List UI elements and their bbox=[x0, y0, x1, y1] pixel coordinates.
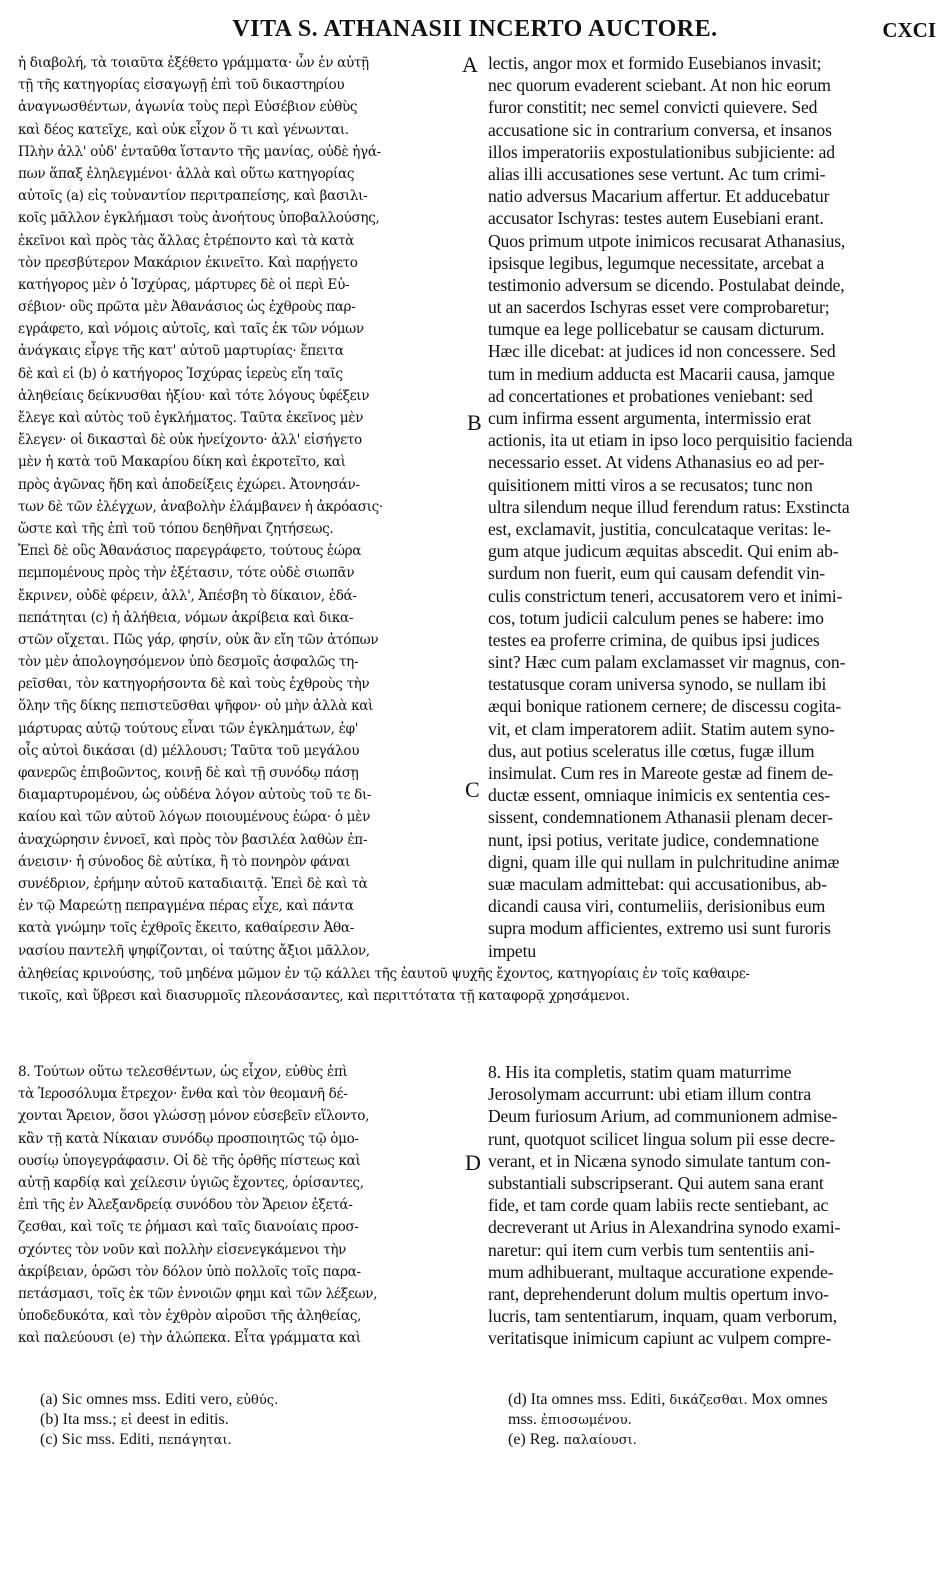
footnote-text: Reg. bbox=[529, 1431, 564, 1448]
greek-text-line: τὰ Ἱεροσόλυμα ἔτρεχον· ἔνθα καὶ τὸν θεομανῆ δέ- bbox=[18, 1086, 348, 1103]
latin-text-line: runt, quotquot scilicet lingua solum pii esse decre- bbox=[488, 1128, 835, 1149]
greek-text-line: πων ἅπαξ ἐληλεγμένοι· ἀλλὰ καὶ οὕτω κατηγορίας bbox=[18, 165, 355, 182]
latin-text-line: mum adhibuerant, multaque accuratione expende- bbox=[488, 1261, 834, 1282]
greek-text-line: πεπάτηται (c) ἡ ἀλήθεια, νόμων ἀκρίβεια καὶ δικα- bbox=[18, 609, 354, 626]
latin-column-top bbox=[488, 52, 936, 962]
latin-text-line: surdum non fuerit, eum qui causam defendit vin- bbox=[488, 563, 825, 584]
latin-text-line: Deum furiosum Arium, ad communionem admise- bbox=[488, 1106, 838, 1127]
footnote-greek: εἰ bbox=[120, 1413, 133, 1428]
footnote bbox=[508, 1410, 828, 1430]
margin-marker-a: A bbox=[462, 52, 478, 77]
latin-text-line: furor constitit; nec semel convicti quievere. Sed bbox=[488, 97, 818, 118]
footnote bbox=[508, 1390, 828, 1410]
greek-text-line: εγράφετο, καὶ νόμοις αὐτοῖς, καὶ ταῖς ἐκ τῶν νόμων bbox=[18, 321, 364, 338]
footnote-text: Ita omnes mss. Editi, bbox=[530, 1391, 670, 1408]
greek-text-line: καὶ παλεύουσι (e) τὴν ἀλώπεκα. Εἶτα γράμματα καὶ bbox=[18, 1330, 361, 1347]
footnote-greek: εὐθύς. bbox=[236, 1393, 279, 1408]
greek-text-line: πεμπομένους πρὸς τὴν ἐξέτασιν, τότε οὐδὲ σιωπᾶν bbox=[18, 565, 355, 582]
latin-text-line: quisitionem mitti viros a se recusatos; tunc non bbox=[488, 474, 813, 495]
latin-text-line: Jerosolymam accurrunt: ubi etiam illum contra bbox=[488, 1084, 812, 1105]
greek-text-line: ἡ διαβολή, τὰ τοιαῦτα ἐξέθετο γράμματα· ὧν ἐν αὐτῇ bbox=[18, 55, 369, 71]
footnote-greek: ἐπιοσωμένου. bbox=[540, 1413, 632, 1428]
page-title: VITA S. ATHANASII INCERTO AUCTORE. bbox=[232, 16, 718, 42]
greek-text-line: ἔλεγεν· οἱ δικασταὶ δὲ οὐκ ἠνείχοντο· ἀλλ' εἰσήγετο bbox=[18, 432, 362, 449]
greek-text-line: ζεσθαι, καὶ τοῖς τε ῥήμασι καὶ ταῖς διανοίαις προσ- bbox=[18, 1219, 359, 1236]
greek-text-line: δὲ καὶ εἰ (b) ὁ κατήγορος Ἰσχύρας ἱερεὺς εἴη ταῖς bbox=[18, 365, 343, 382]
latin-text-line: actionis, ita ut etiam in ipso loco perquisitio facienda bbox=[488, 430, 853, 451]
latin-text-line: vit, et clam imperatorem adiit. Statim autem syno- bbox=[488, 718, 835, 739]
latin-text-line: culis constrictum teneri, accusatorem vero et inimi- bbox=[488, 585, 843, 606]
latin-text-line: suæ maculam admittebat: qui accusationibus, ab- bbox=[488, 873, 827, 894]
greek-text-line: ουσίῳ ὑπογεγράφασιν. Οἱ δὲ τῆς ὀρθῆς πίστεως καὶ bbox=[18, 1152, 361, 1169]
latin-text-line: alias illi accusationes sese vertunt. Ac tum crimi- bbox=[488, 163, 826, 184]
latin-text-line: ut an sacerdos Ischyras esset vere comprobaretur; bbox=[488, 297, 830, 318]
greek-text-line: χονται Ἄρειον, ὅσοι γλώσσῃ μόνον εὐσεβεῖν εἵλοντο, bbox=[18, 1108, 370, 1125]
footnote bbox=[40, 1430, 278, 1450]
latin-text-line: fide, et tam corde quam labiis recte sentiebant, ac bbox=[488, 1195, 829, 1216]
margin-marker-c: C bbox=[465, 777, 480, 802]
latin-text-line: ipsisque legibus, legumque necessitate, arcebat a bbox=[488, 252, 825, 273]
greek-text-line: πετάσμασι, τοῖς ἐκ τῶν ἐννοιῶν φημι καὶ τῶν λέξεων, bbox=[18, 1285, 378, 1302]
latin-text-line: ad concertationes et probationes veniebant: sed bbox=[488, 385, 813, 406]
greek-text-line: τικοῖς, καὶ ὕβρεσι καὶ διασυρμοῖς πλεονάσαντες, καὶ περιττότατα τῇ καταφορᾷ χρησάμενοι. bbox=[18, 988, 630, 1005]
footnotes-right bbox=[508, 1390, 828, 1450]
latin-text-line: æqui bonique rationem cernere; de discessu cogita- bbox=[488, 696, 842, 717]
greek-text-line: καὶ δέος κατεῖχε, καὶ οὐκ εἶχον ὅ τι καὶ γένωνται. bbox=[18, 121, 349, 138]
footnote-greek: δικάζεσθαι. bbox=[669, 1393, 748, 1408]
greek-text-line: σχόντες τὸν νοῦν καὶ πολλὴν εἰσενεγκάμενοι τὴν bbox=[18, 1241, 347, 1258]
latin-text-line: supra modum afficientes, extremo usi sunt furoris bbox=[488, 918, 831, 939]
latin-text-line: decreverant ut Arius in Alexandrina synodo exami- bbox=[488, 1217, 841, 1238]
footnote-mark: (c) bbox=[40, 1431, 62, 1448]
greek-text-line: ἐπὶ τῆς ἐν Ἀλεξανδρείᾳ συνόδου τὸν Ἄρειον ἐξετά- bbox=[18, 1197, 353, 1214]
footnote-tail: Mox omnes bbox=[747, 1391, 828, 1408]
greek-text-line: νασίου παντελῆ ψηφίζονται, οἱ ταύτης ἄξιοι μᾶλλον, bbox=[18, 942, 370, 959]
latin-text-line: tumque ea lege pollicebatur se causam dicturum. bbox=[488, 319, 825, 340]
greek-text-line: οἷς αὐτοὶ δικάσαι (d) μέλλουσι; Ταῦτα τοῦ μεγάλου bbox=[18, 742, 360, 759]
latin-text-line: Quos primum utpote inimicos recusarat Athanasius, bbox=[488, 230, 846, 251]
latin-text-line: accusatione sic in contrarium conversa, et insanos bbox=[488, 119, 832, 140]
greek-text-line: πρὸς ἀγῶνας ἤδη καὶ ἀποδείξεις ἐχώρει. Ἀτονησάν- bbox=[18, 476, 360, 493]
greek-text-line: καίου καὶ τῶν αὐτοῦ λόγων ποιουμένους ἑώρα· ὁ μὲν bbox=[18, 809, 370, 826]
greek-text-line: κοῖς μᾶλλον ἐγκλήμασι τοὺς ἀνοήτους ὑποβαλλούσης, bbox=[18, 210, 380, 227]
latin-text-line: verant, et in Nicæna synodo simulate tantum con- bbox=[488, 1150, 831, 1171]
greek-text-line: αὐτοῖς (a) εἰς τοὐναντίον περιτραπείσης, καὶ βασιλι- bbox=[18, 188, 368, 205]
latin-text-line: gum atque judicum æquitas abscedit. Qui enim ab- bbox=[488, 541, 839, 562]
footnote-tail: deest in editis. bbox=[132, 1411, 229, 1428]
latin-text-line: rant, deprehenderunt dolum multis opertum invo- bbox=[488, 1283, 829, 1304]
greek-text-line: ἀληθείαις δείκνυσθαι ἠξίου· καὶ τότε λόγους ὑφέξειν bbox=[18, 387, 370, 404]
greek-text-line: ὑποδεδυκότα, καὶ τὸν ἐχθρὸν αἱροῦσι τῆς ἀληθείας, bbox=[18, 1308, 362, 1325]
footnote-mark: (d) bbox=[508, 1391, 531, 1408]
greek-text-line: ἀκρίβειαν, ὁρῶσι τὸν δόλον ὑπὸ πολλοῖς τοῖς παρα- bbox=[18, 1263, 361, 1280]
footnote-mark: (e) bbox=[508, 1431, 530, 1448]
footnote-text: Ita mss.; bbox=[62, 1411, 121, 1428]
greek-text-line: Πλὴν ἀλλ' οὐδ' ἐνταῦθα ἵσταντο τῆς μανίας, οὐδὲ ἠγά- bbox=[18, 143, 381, 160]
greek-text-line: σέβιον· οὓς πρῶτα μὲν Ἀθανάσιος ὡς ἐχθροὺς παρ- bbox=[18, 299, 356, 316]
greek-text-line: στῶν οἴχεται. Πῶς γάρ, φησίν, οὐκ ἂν εἴη τῶν ἀτόπων bbox=[18, 631, 379, 648]
latin-text-line: insimulat. Cum res in Mareote gestæ ad finem de- bbox=[488, 763, 834, 783]
greek-text-line: 8. Τούτων οὕτω τελεσθέντων, ὡς εἶχον, εὐθὺς ἐπὶ bbox=[18, 1064, 348, 1080]
greek-column-top bbox=[18, 52, 458, 962]
latin-text-line: necessario esset. At videns Athanasius eo ad per- bbox=[488, 452, 825, 473]
footnote-greek: πεπάγηται. bbox=[158, 1433, 232, 1448]
latin-text-line: nunt, ipsi potius, veritate judice, condemnatione bbox=[488, 829, 819, 850]
greek-text-line: κἂν τῇ κατὰ Νίκαιαν συνόδῳ προσποιητῶς τῷ ὁμο- bbox=[18, 1130, 359, 1147]
latin-text-line: illos imperatoriis expostulationibus subjiciente: ad bbox=[488, 141, 835, 162]
latin-text-line: sint? Hæc cum palam exclamasset vir magnus, con- bbox=[488, 652, 846, 673]
latin-text-line: 8. His ita completis, statim quam maturrime bbox=[488, 1062, 792, 1082]
latin-text-line: nec quorum evaderent sciebant. At non hic eorum bbox=[488, 75, 831, 96]
latin-text-line: tum in medium adducta est Macarii causa, jamque bbox=[488, 363, 835, 384]
greek-text-line: ἔλεγε καὶ αὐτὸς τοῦ ἐγκλήματος. Ταῦτα ἐκεῖνος μὲν bbox=[18, 410, 364, 426]
margin-marker-d: D bbox=[465, 1150, 481, 1175]
greek-text-line: διαμαρτυρομένου, ὡς οὐδένα λόγον αὐτοὺς τοῦ τε δι- bbox=[18, 787, 372, 804]
margin-marker-b: B bbox=[467, 410, 482, 435]
latin-text-line: digni, quam ille qui nullam in pulchritudine animæ bbox=[488, 851, 840, 872]
footnote-mark: (b) bbox=[40, 1411, 63, 1428]
greek-text-line: των δὲ τῶν ἐλέγχων, ἀναβολὴν ἐλάμβανεν ἡ ἀκρόασις· bbox=[18, 498, 383, 515]
latin-text-line: lectis, angor mox et formido Eusebianos invasit; bbox=[488, 53, 822, 73]
greek-text-line: τῇ τῆς κατηγορίας εἰσαγωγῇ ἐπὶ τοῦ δικαστηρίου bbox=[18, 77, 345, 94]
greek-text-line: Ἐπεὶ δὲ οὓς Ἀθανάσιος παρεγράφετο, τούτους ἑώρα bbox=[18, 543, 362, 560]
greek-text-line: ἐκεῖνοι καὶ πρὸς τὰς ἄλλας ἐτρέποντο καὶ τὰ κατὰ bbox=[18, 232, 354, 249]
greek-text-line: μάρτυρας αὐτῷ τούτους εἶναι τῶν ἐγκλημάτων, ἐφ' bbox=[18, 720, 359, 737]
footnote bbox=[508, 1430, 828, 1450]
footnote-text: Sic omnes mss. Editi vero, bbox=[61, 1391, 237, 1408]
latin-text-line: lucris, tam sententiarum, inquam, quam verborum, bbox=[488, 1306, 837, 1327]
greek-text-line: ἐν τῷ Μαρεώτῃ πεπραγμένα πέρας εἶχε, καὶ πάντα bbox=[18, 898, 354, 915]
greek-text-line: κατήγορος μὲν ὁ Ἰσχύρας, μάρτυρες δὲ οἱ περὶ Εὐ- bbox=[18, 276, 350, 293]
greek-text-line: φανερῶς ἐπιβοῶντος, κοινῇ δὲ καὶ τῇ συνόδῳ πάσῃ bbox=[18, 765, 359, 781]
greek-text-line: συνέδριον, ἐρήμην αὐτοῦ καταδιαιτᾷ. Ἐπεὶ δὲ καὶ τὰ bbox=[18, 875, 368, 892]
greek-text-line: τὸν μὲν ἀπολογησόμενον ὑπὸ δεσμοῖς ἀσφαλῶς τη- bbox=[18, 654, 359, 671]
greek-text-line: ἀναχώρησιν ἐννοεῖ, καὶ πρὸς τὸν βασιλέα λαθὼν ἐπ- bbox=[18, 831, 368, 848]
latin-text-line: cos, totum judicii calculum penes se habere: imo bbox=[488, 607, 824, 628]
greek-text-line: ὅλην τῆς δίκης πεπιστεῦσθαι ψῆφον· οὐ μὴν ἀλλὰ καὶ bbox=[18, 698, 374, 715]
page-number: CXCI bbox=[882, 18, 936, 42]
latin-text-line: testimonio adversum se dicendo. Postulabat deinde, bbox=[488, 274, 845, 295]
footnote-mark: (a) bbox=[40, 1391, 62, 1408]
latin-text-line: sissent, condemnationem Athanasii plenam decer- bbox=[488, 807, 833, 828]
latin-text-line: accusator Ischyras: testes autem Eusebiani erant. bbox=[488, 208, 824, 229]
greek-text-line: ρεῖσθαι, τὸν κατηγορήσοντα δὲ καὶ τοὺς ἐχθροὺς τὴν bbox=[18, 676, 370, 693]
footnote-greek: παλαίουσι. bbox=[563, 1433, 637, 1448]
latin-text-line: cum infirma essent argumenta, intermissio erat bbox=[488, 408, 812, 428]
greek-text-line: κατὰ γνώμην τοῖς ἐχθροῖς ἔκειτο, καθαίρεσιν Ἀθα- bbox=[18, 920, 354, 937]
greek-text-line: αὐτῇ καρδίᾳ καὶ χείλεσιν ὑγιῶς ἔχοντες, ὁρίσαντες, bbox=[18, 1174, 364, 1191]
latin-text-line: substantiali subscripserant. Qui autem sana erant bbox=[488, 1172, 824, 1193]
greek-text-line: τὸν πρεσβύτερον Μακάριον ἐκινεῖτο. Καὶ παρῄγετο bbox=[18, 254, 358, 271]
greek-text-line: ὥστε καὶ τῆς ἐπὶ τοῦ τόπου δεηθῆναι ζητήσεως. bbox=[18, 520, 334, 537]
footnote-text: Sic mss. Editi, bbox=[61, 1431, 159, 1448]
latin-text-line: testatusque coram universa synodo, se nullam ibi bbox=[488, 674, 827, 695]
latin-text-line: naretur: qui item cum verbis tum sententiis ani- bbox=[488, 1239, 815, 1260]
greek-text-line: μὲν ἡ κατὰ τοῦ Μακαρίου δίκη καὶ ἐκροτεῖτο, καὶ bbox=[18, 454, 346, 471]
latin-text-line: dicandi causa viri, contumeliis, derisionibus eum bbox=[488, 896, 826, 917]
greek-text-line: ἀληθείας κρινούσης, τοῦ μηδένα μῶμον ἐν τῷ κάλλει τῆς ἑαυτοῦ ψυχῆς ἔχοντος, κατηγορίαις ἐν τοῖς καθαιρε- bbox=[18, 966, 750, 982]
latin-text-line: ductæ essent, omniaque inimicis ex sententia ces- bbox=[488, 785, 830, 806]
latin-text-line: veritatisque inimicum capiunt ac vulpem compre- bbox=[488, 1328, 832, 1349]
greek-full-width bbox=[18, 963, 938, 1007]
latin-text-line: natio adversus Macarium affertur. Et adducebatur bbox=[488, 186, 830, 207]
latin-text-line: est, exclamavit, justitia, conculcataque veritas: le- bbox=[488, 518, 831, 539]
latin-text-line: ultra silendum neque illud ferendum ratus: Exstincta bbox=[488, 496, 850, 517]
greek-text-line: άνεισιν· ἡ σύνοδος δὲ αὐτίκα, ἢ τὸ πονηρὸν φάναι bbox=[18, 853, 350, 870]
page-header bbox=[0, 16, 950, 50]
latin-text-line: testes ea proferre crimina, de quibus ipsi judices bbox=[488, 629, 820, 650]
greek-text-line: ἀναγνωσθέντων, ἀγωνία τοὺς περὶ Εὐσέβιον εὐθὺς bbox=[18, 99, 358, 116]
footnote-text: mss. bbox=[508, 1411, 541, 1428]
latin-text-line: impetu bbox=[488, 940, 536, 961]
latin-text-line: dus, aut potius sceleratus ille cœtus, fugæ illum bbox=[488, 740, 815, 761]
footnote bbox=[40, 1410, 278, 1430]
greek-text-line: ἔκρινεν, οὐδὲ φέρειν, ἀλλ', Ἀπέσβη τὸ δίκαιον, ἐδά- bbox=[18, 587, 357, 604]
footnotes-left bbox=[40, 1390, 278, 1450]
latin-text-line: Hæc ille dicebat: at judices id non concessere. Sed bbox=[488, 341, 836, 362]
footnote bbox=[40, 1390, 278, 1410]
greek-text-line: ἀνάγκαις εἶργε τῆς κατ' αὐτοῦ μαρτυρίας· ἔπειτα bbox=[18, 343, 344, 360]
latin-column-bottom bbox=[488, 1061, 936, 1349]
greek-column-bottom bbox=[18, 1061, 458, 1349]
